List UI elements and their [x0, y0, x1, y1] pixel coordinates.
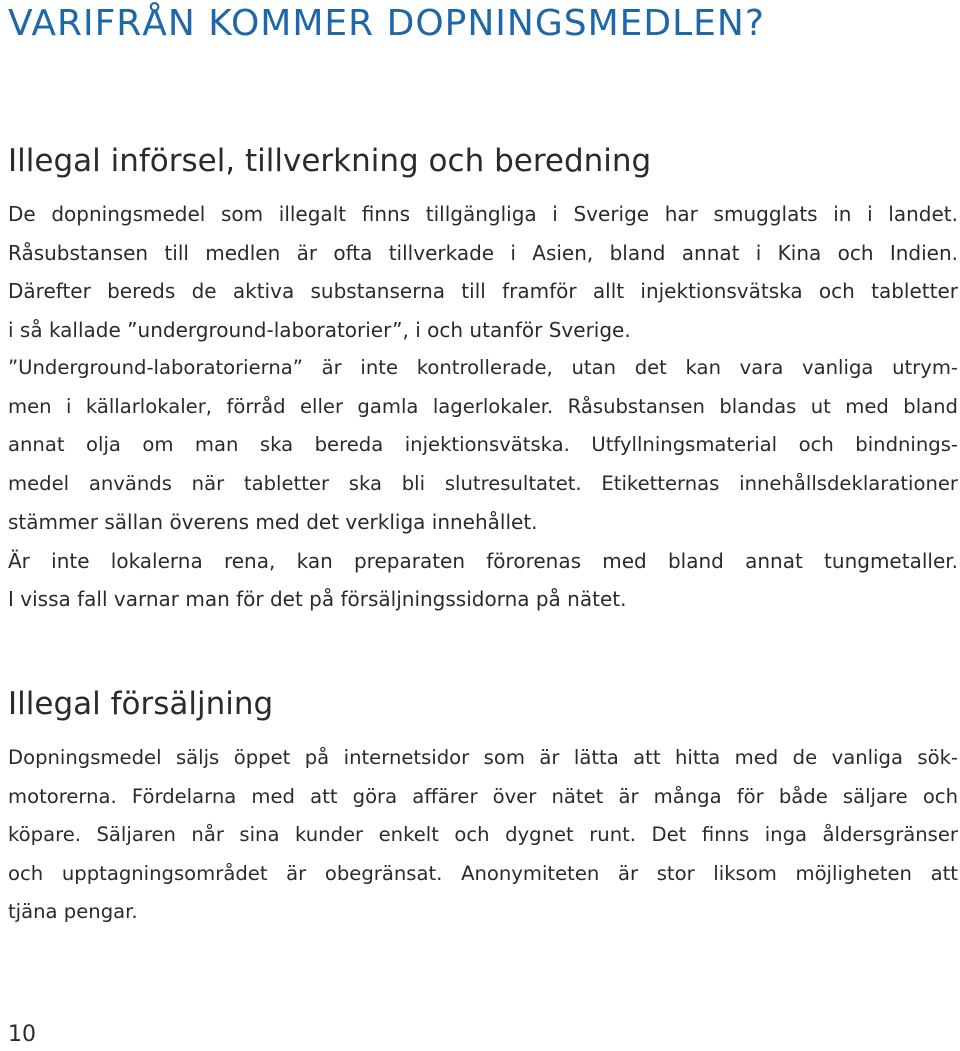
paragraph-line: ”Underground-laboratorierna” är inte kontrollerade, utan det kan vara vanliga utrym- — [8, 356, 958, 379]
paragraph-line: annat olja om man ska bereda injektionsvätska. Utfyllningsmaterial och bindnings- — [8, 433, 958, 456]
section-heading-illegal-forsaljning: Illegal försäljning — [8, 686, 274, 722]
section-heading-illegal-inforsel: Illegal införsel, tillverkning och beredning — [8, 143, 652, 179]
paragraph-line: Är inte lokalerna rena, kan preparaten förorenas med bland annat tungmetaller. — [8, 548, 958, 573]
paragraph-line: motorerna. Fördelarna med att göra affärer över nätet är många för både säljare och — [8, 784, 958, 808]
paragraph-line: i så kallade ”underground-laboratorier”, i och utanför Sverige. — [8, 317, 631, 342]
page-number: 10 — [8, 1022, 36, 1047]
paragraph-line: och upptagningsområdet är obegränsat. Anonymiteten är stor liksom möjligheten att — [8, 861, 958, 885]
paragraph-line: stämmer sällan överens med det verkliga innehållet. — [8, 510, 538, 534]
paragraph-line: Råsubstansen till medlen är ofta tillverkade i Asien, bland annat i Kina och Indien. — [8, 240, 958, 265]
page-heading: VARIFRÅN KOMMER DOPNINGSMEDLEN? — [8, 3, 765, 44]
paragraph-line: men i källarlokaler, förråd eller gamla lagerlokaler. Råsubstansen blandas ut med bland — [8, 394, 958, 418]
paragraph-line: De dopningsmedel som illegalt finns tillgängliga i Sverige har smugglats in i landet. — [8, 202, 958, 226]
paragraph-line: Dopningsmedel säljs öppet på internetsidor som är lätta att hitta med de vanliga sök- — [8, 746, 958, 769]
paragraph-line: Därefter bereds de aktiva substanserna till framför allt injektionsvätska och tabletter — [8, 279, 958, 303]
paragraph-line: tjäna pengar. — [8, 900, 138, 923]
section-body-illegal-forsaljning — [8, 739, 958, 932]
paragraph-line: köpare. Säljaren når sina kunder enkelt och dygnet runt. Det finns inga åldersgränser — [8, 823, 958, 846]
section-body-illegal-inforsel — [8, 195, 958, 619]
paragraph-line: I vissa fall varnar man för det på försäljningssidorna på nätet. — [8, 587, 627, 611]
paragraph-line: medel används när tabletter ska bli slutresultatet. Etiketternas innehållsdeklarationer — [8, 471, 958, 495]
